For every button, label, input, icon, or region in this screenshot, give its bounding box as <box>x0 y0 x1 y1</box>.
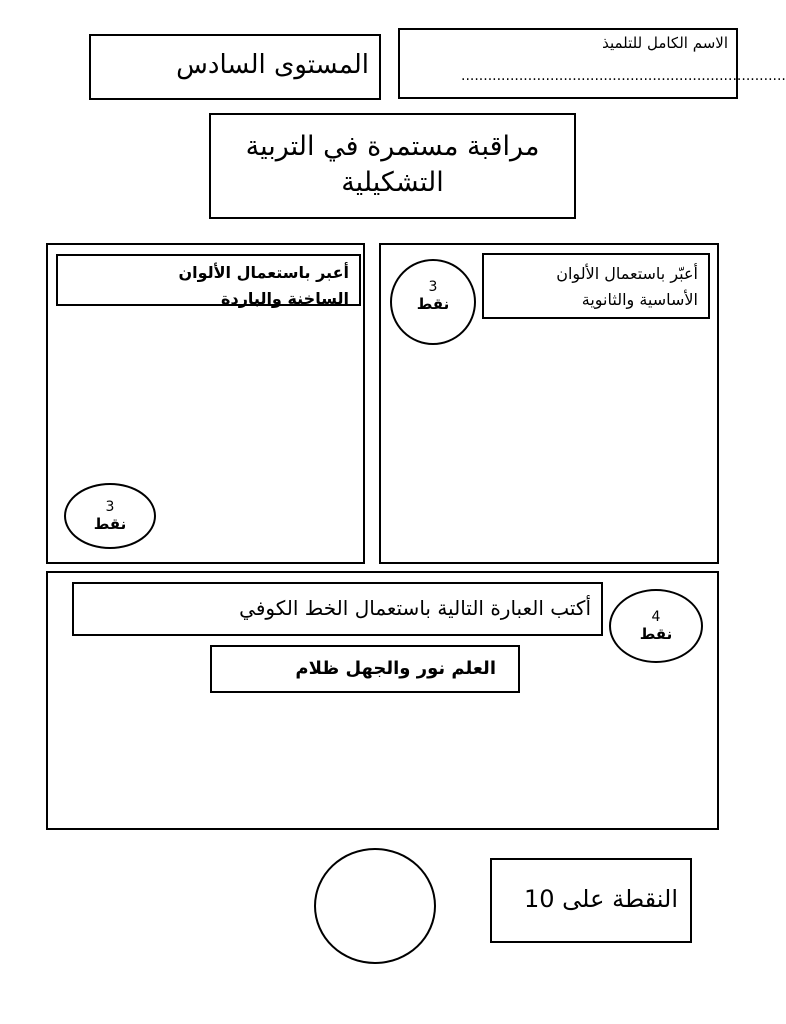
task-kufic-panel <box>46 571 719 830</box>
task-primary-instruction <box>556 261 698 313</box>
task-primary-instruction-box <box>482 253 710 319</box>
task-kufic-phrase-box <box>210 645 520 693</box>
score-label-box <box>490 858 692 943</box>
task-warm-cold-points-unit: نقط <box>93 515 127 533</box>
task-primary-points-badge <box>390 259 476 345</box>
score-label: النقطة على 10 <box>524 885 678 913</box>
level-box <box>89 34 381 100</box>
task-kufic-points-badge <box>609 589 703 663</box>
task-warm-cold-panel <box>46 243 365 564</box>
student-name-field[interactable]: ......................................................................... <box>461 68 786 84</box>
task-primary-line-2: الأساسية والثانوية <box>581 290 698 309</box>
title-line-1: مراقبة مستمرة في التربية <box>245 131 540 162</box>
student-name-label: الاسم الكامل للتلميذ <box>602 34 728 52</box>
task-warm-cold-instruction <box>178 260 349 312</box>
page-title <box>211 129 574 201</box>
task-kufic-instruction-box <box>72 582 603 636</box>
task-kufic-phrase: العلم نور والجهل ظلام <box>295 658 496 679</box>
score-circle[interactable] <box>314 848 436 964</box>
task-warm-cold-instruction-box <box>56 254 361 306</box>
title-line-2: التشكيلية <box>341 167 444 198</box>
task-warm-cold-points-badge <box>64 483 156 549</box>
task-warm-cold-points-number: 3 <box>105 499 115 515</box>
task-primary-points-unit: نقط <box>416 295 450 313</box>
student-name-box <box>398 28 786 99</box>
task-primary-panel <box>379 243 719 564</box>
task-kufic-instruction: أكتب العبارة التالية باستعمال الخط الكوفي <box>239 596 591 620</box>
task-warm-cold-line-2: الساخنة والباردة <box>221 289 349 308</box>
task-primary-line-1: أعبّر باستعمال الألوان <box>556 264 698 283</box>
title-box <box>209 113 576 219</box>
level-text: المستوى السادس <box>176 50 369 80</box>
task-kufic-points-number: 4 <box>651 609 661 625</box>
task-warm-cold-line-1: أعبر باستعمال الألوان <box>178 263 349 282</box>
task-primary-points-number: 3 <box>428 279 438 295</box>
task-kufic-points-unit: نقط <box>639 625 673 643</box>
